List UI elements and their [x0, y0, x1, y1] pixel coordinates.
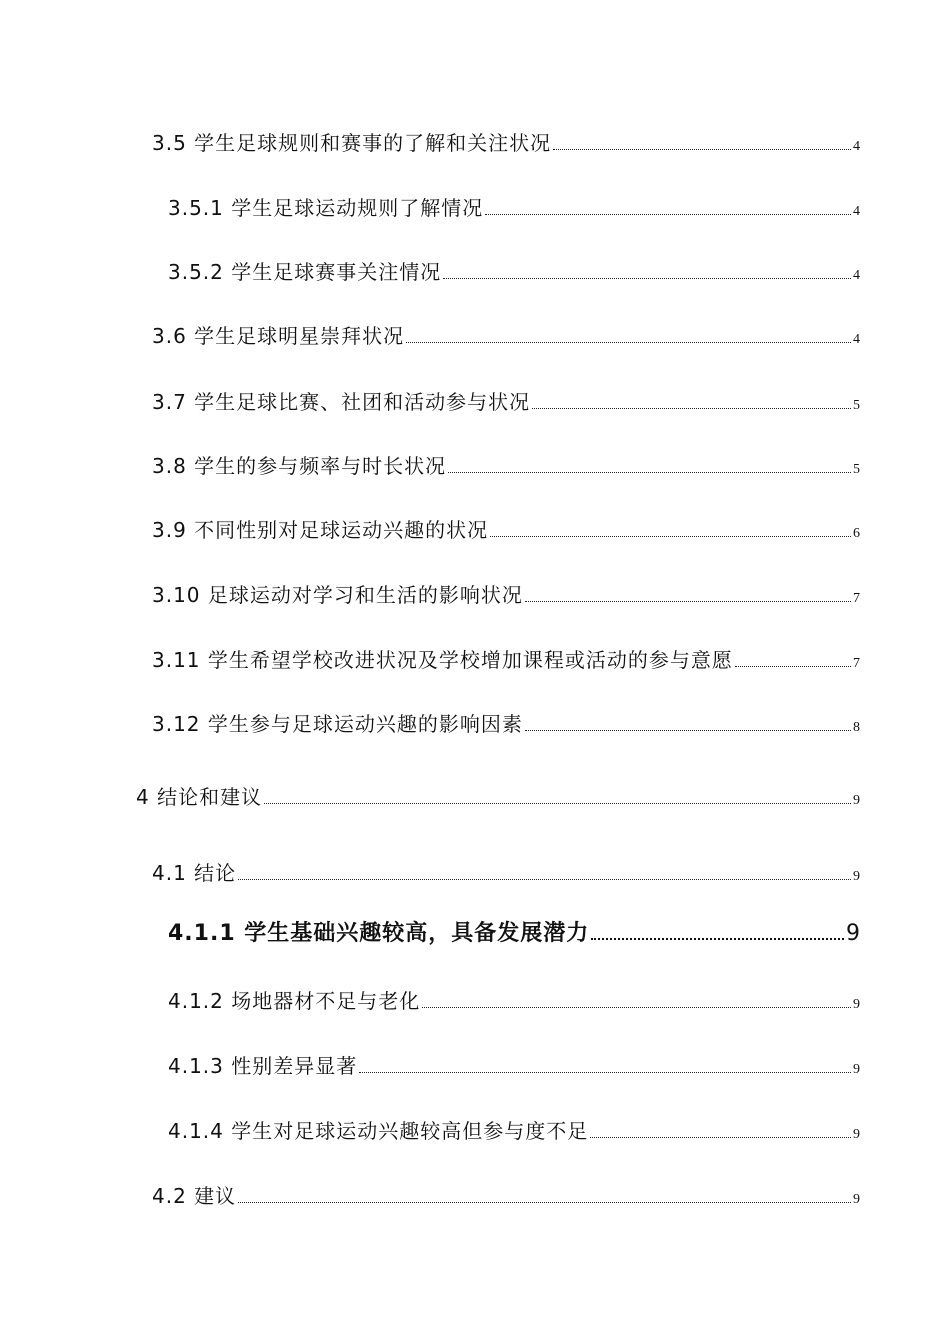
toc-entry-3-6[interactable]	[152, 323, 860, 353]
toc-entry-4[interactable]	[136, 784, 860, 814]
toc-page-number: 4	[853, 204, 860, 219]
toc-page-number: 6	[853, 526, 860, 541]
toc-page-number: 9	[853, 793, 860, 808]
toc-entry-title: 4.2 建议	[152, 1184, 237, 1208]
toc-entry-title: 3.5 学生足球规则和赛事的了解和关注状况	[152, 131, 552, 155]
toc-leader-dots	[590, 1136, 851, 1138]
toc-leader-dots	[238, 878, 851, 880]
toc-entry-title: 4 结论和建议	[136, 785, 263, 809]
toc-entry-title: 4.1 结论	[152, 861, 237, 885]
toc-leader-dots	[448, 471, 851, 473]
toc-entry-4-1-4[interactable]	[168, 1118, 860, 1148]
toc-entry-3-12[interactable]	[152, 711, 860, 741]
toc-entry-4-1-1[interactable]	[168, 921, 860, 947]
toc-page-number: 4	[853, 139, 860, 154]
toc-page-number: 9	[853, 1127, 860, 1142]
toc-page-number: 9	[853, 869, 860, 884]
toc-entry-3-5-1[interactable]	[168, 195, 860, 225]
toc-entry-title: 3.6 学生足球明星崇拜状况	[152, 324, 405, 348]
toc-entry-3-5[interactable]	[152, 130, 860, 160]
toc-leader-dots	[485, 213, 851, 215]
toc-leader-dots	[525, 729, 851, 731]
toc-leader-dots	[525, 600, 851, 602]
toc-entry-title: 4.1.4 学生对足球运动兴趣较高但参与度不足	[168, 1119, 589, 1143]
toc-leader-dots	[359, 1071, 851, 1073]
toc-entry-3-9[interactable]	[152, 517, 860, 547]
toc-leader-dots	[406, 341, 851, 343]
toc-entry-4-1-3[interactable]	[168, 1053, 860, 1083]
toc-entry-3-5-2[interactable]	[168, 259, 860, 289]
toc-entry-4-1[interactable]	[152, 860, 860, 890]
toc-entry-title: 3.5.2 学生足球赛事关注情况	[168, 260, 442, 284]
toc-leader-dots	[735, 665, 851, 667]
toc-page-number: 9	[853, 1062, 860, 1077]
toc-page-number: 4	[853, 268, 860, 283]
toc-entry-title: 3.5.1 学生足球运动规则了解情况	[168, 196, 484, 220]
toc-entry-title: 4.1.2 场地器材不足与老化	[168, 989, 421, 1013]
toc-page-number: 9	[853, 1192, 860, 1207]
toc-leader-dots	[443, 277, 851, 279]
toc-entry-3-11[interactable]	[152, 647, 860, 677]
toc-page-number: 9	[846, 921, 860, 946]
toc-page-number: 7	[853, 656, 860, 671]
toc-entry-4-2[interactable]	[152, 1183, 860, 1213]
toc-entry-title: 3.11 学生希望学校改进状况及学校增加课程或活动的参与意愿	[152, 648, 733, 672]
toc-entry-title: 3.12 学生参与足球运动兴趣的影响因素	[152, 712, 523, 736]
toc-leader-dots	[264, 802, 851, 804]
toc-entry-title: 4.1.3 性别差异显著	[168, 1054, 358, 1078]
toc-entry-title: 4.1.1 学生基础兴趣较高，具备发展潜力	[168, 921, 590, 946]
toc-page-number: 9	[853, 997, 860, 1012]
toc-page-number: 8	[853, 720, 860, 735]
toc-leader-dots	[553, 148, 851, 150]
toc-page-number: 5	[853, 398, 860, 413]
toc-page-number: 4	[853, 332, 860, 347]
toc-leader-dots	[490, 535, 851, 537]
toc-leader-dots	[591, 937, 844, 940]
toc-entry-3-10[interactable]	[152, 582, 860, 612]
toc-entry-title: 3.10 足球运动对学习和生活的影响状况	[152, 583, 523, 607]
toc-entry-4-1-2[interactable]	[168, 988, 860, 1018]
toc-leader-dots	[532, 407, 851, 409]
toc-entry-title: 3.8 学生的参与频率与时长状况	[152, 454, 447, 478]
toc-entry-3-8[interactable]	[152, 453, 860, 483]
toc-entry-3-7[interactable]	[152, 389, 860, 419]
toc-page-number: 5	[853, 462, 860, 477]
toc-leader-dots	[238, 1201, 851, 1203]
toc-page-number: 7	[853, 591, 860, 606]
toc-leader-dots	[422, 1006, 851, 1008]
toc-entry-title: 3.9 不同性别对足球运动兴趣的状况	[152, 518, 489, 542]
toc-entry-title: 3.7 学生足球比赛、社团和活动参与状况	[152, 390, 531, 414]
